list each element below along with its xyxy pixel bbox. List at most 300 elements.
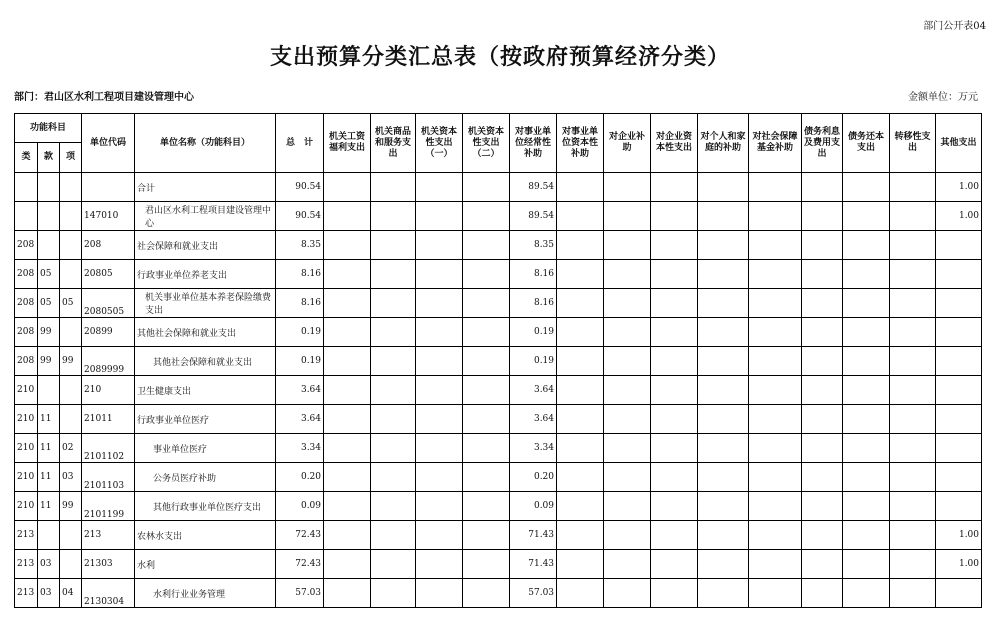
cell-unit-name: 机关事业单位基本养老保险缴费支出 xyxy=(135,289,276,318)
cell-unit-name: 合计 xyxy=(135,173,276,202)
cell-amount: 8.35 xyxy=(510,231,557,260)
cell-unit-code: 21011 xyxy=(82,405,135,434)
cell-amount xyxy=(698,405,749,434)
cell-amount xyxy=(416,260,463,289)
cell-total: 3.64 xyxy=(276,376,324,405)
cell-amount: 0.09 xyxy=(510,492,557,521)
cell-amount xyxy=(324,202,371,231)
cell-unit-code: 208 xyxy=(82,231,135,260)
cell-amount xyxy=(557,434,604,463)
cell-amount xyxy=(936,231,982,260)
cell-amount xyxy=(463,202,510,231)
cell-amount xyxy=(843,463,890,492)
cell-amount xyxy=(802,550,843,579)
header-unit-code: 单位代码 xyxy=(82,114,135,173)
cell-unit-name: 水利 xyxy=(135,550,276,579)
table-row xyxy=(15,521,982,550)
cell-amount xyxy=(890,405,936,434)
cell-amount xyxy=(936,347,982,376)
cell-amount xyxy=(604,550,651,579)
cell-amount xyxy=(749,521,802,550)
cell-amount xyxy=(416,463,463,492)
cell-amount xyxy=(557,550,604,579)
cell-amount xyxy=(557,347,604,376)
budget-table xyxy=(14,113,982,608)
cell-amount xyxy=(890,347,936,376)
cell-kuan: 05 xyxy=(38,289,60,318)
header-col: 对个人和家庭的补助 xyxy=(698,114,749,173)
cell-amount xyxy=(604,202,651,231)
cell-amount xyxy=(604,434,651,463)
cell-amount xyxy=(416,173,463,202)
cell-lei xyxy=(15,173,38,202)
cell-amount xyxy=(557,318,604,347)
cell-lei: 213 xyxy=(15,579,38,608)
cell-lei: 208 xyxy=(15,318,38,347)
cell-amount xyxy=(802,231,843,260)
cell-amount xyxy=(463,405,510,434)
cell-unit-name: 行政事业单位养老支出 xyxy=(135,260,276,289)
cell-amount xyxy=(463,550,510,579)
cell-amount xyxy=(416,521,463,550)
cell-amount xyxy=(802,579,843,608)
cell-amount xyxy=(651,521,698,550)
cell-amount xyxy=(604,260,651,289)
cell-amount xyxy=(698,463,749,492)
cell-amount xyxy=(890,579,936,608)
header-func-group: 功能科目 xyxy=(15,114,82,143)
cell-amount xyxy=(890,260,936,289)
cell-lei: 208 xyxy=(15,260,38,289)
cell-amount xyxy=(802,260,843,289)
cell-amount xyxy=(651,376,698,405)
cell-kuan: 03 xyxy=(38,550,60,579)
cell-total: 8.35 xyxy=(276,231,324,260)
cell-amount xyxy=(371,318,416,347)
cell-amount xyxy=(749,318,802,347)
cell-unit-name: 卫生健康支出 xyxy=(135,376,276,405)
page-title: 支出预算分类汇总表（按政府预算经济分类） xyxy=(269,45,730,70)
cell-amount xyxy=(843,405,890,434)
cell-unit-name: 水利行业业务管理 xyxy=(135,579,276,608)
cell-amount xyxy=(651,202,698,231)
cell-lei: 208 xyxy=(15,231,38,260)
cell-kuan: 03 xyxy=(38,579,60,608)
header-xiang: 项 xyxy=(60,143,82,173)
cell-amount xyxy=(557,405,604,434)
table-row xyxy=(15,492,982,521)
cell-amount xyxy=(557,521,604,550)
cell-amount xyxy=(698,579,749,608)
cell-amount xyxy=(843,318,890,347)
cell-amount xyxy=(324,521,371,550)
cell-xiang xyxy=(60,202,82,231)
table-row xyxy=(15,376,982,405)
table-row xyxy=(15,173,982,202)
cell-amount xyxy=(557,202,604,231)
cell-amount xyxy=(749,376,802,405)
cell-amount: 1.00 xyxy=(936,202,982,231)
cell-amount xyxy=(749,492,802,521)
cell-amount xyxy=(698,173,749,202)
cell-amount xyxy=(651,260,698,289)
cell-amount xyxy=(557,463,604,492)
cell-amount xyxy=(843,579,890,608)
cell-amount xyxy=(843,550,890,579)
table-row xyxy=(15,434,982,463)
cell-amount xyxy=(802,463,843,492)
header-col: 债务还本支出 xyxy=(843,114,890,173)
cell-amount xyxy=(698,347,749,376)
cell-amount xyxy=(890,231,936,260)
table-row xyxy=(15,347,982,376)
cell-unit-name: 事业单位医疗 xyxy=(135,434,276,463)
cell-unit-code: 2101103 xyxy=(82,463,135,492)
cell-amount xyxy=(802,347,843,376)
cell-amount xyxy=(936,376,982,405)
cell-amount xyxy=(749,260,802,289)
cell-total: 3.34 xyxy=(276,434,324,463)
cell-unit-code xyxy=(82,173,135,202)
cell-amount: 1.00 xyxy=(936,550,982,579)
cell-unit-code: 20805 xyxy=(82,260,135,289)
cell-kuan xyxy=(38,202,60,231)
cell-amount xyxy=(651,550,698,579)
cell-amount xyxy=(371,173,416,202)
cell-amount xyxy=(890,202,936,231)
cell-amount xyxy=(324,318,371,347)
cell-lei: 208 xyxy=(15,347,38,376)
cell-amount xyxy=(371,579,416,608)
cell-kuan xyxy=(38,231,60,260)
cell-amount xyxy=(698,492,749,521)
cell-kuan: 99 xyxy=(38,347,60,376)
cell-amount xyxy=(604,463,651,492)
cell-amount xyxy=(749,579,802,608)
cell-amount xyxy=(936,405,982,434)
cell-amount xyxy=(651,173,698,202)
cell-amount xyxy=(463,289,510,318)
cell-amount xyxy=(463,463,510,492)
cell-xiang: 99 xyxy=(60,347,82,376)
cell-amount xyxy=(324,231,371,260)
cell-kuan xyxy=(38,376,60,405)
header-col: 对事业单位经常性补助 xyxy=(510,114,557,173)
header-col: 机关工资福利支出 xyxy=(324,114,371,173)
cell-amount xyxy=(890,521,936,550)
cell-lei: 210 xyxy=(15,376,38,405)
cell-amount xyxy=(698,202,749,231)
cell-amount xyxy=(604,376,651,405)
cell-amount xyxy=(698,260,749,289)
cell-amount: 8.16 xyxy=(510,260,557,289)
cell-amount xyxy=(604,318,651,347)
cell-xiang xyxy=(60,260,82,289)
cell-amount xyxy=(463,521,510,550)
header-unit-name: 单位名称（功能科目） xyxy=(135,114,276,173)
cell-amount xyxy=(843,231,890,260)
cell-lei: 208 xyxy=(15,289,38,318)
cell-amount xyxy=(371,463,416,492)
cell-xiang xyxy=(60,521,82,550)
cell-amount xyxy=(416,202,463,231)
cell-total: 0.19 xyxy=(276,347,324,376)
department-label: 部门：君山区水利工程项目建设管理中心 xyxy=(14,92,194,103)
cell-amount: 57.03 xyxy=(510,579,557,608)
cell-amount: 3.34 xyxy=(510,434,557,463)
cell-amount xyxy=(698,289,749,318)
cell-amount xyxy=(416,318,463,347)
cell-amount xyxy=(843,521,890,550)
cell-amount xyxy=(890,463,936,492)
cell-amount xyxy=(749,434,802,463)
cell-amount xyxy=(604,521,651,550)
cell-xiang xyxy=(60,318,82,347)
cell-amount xyxy=(651,492,698,521)
cell-amount xyxy=(324,376,371,405)
cell-amount xyxy=(324,173,371,202)
cell-amount xyxy=(324,405,371,434)
cell-amount xyxy=(651,231,698,260)
cell-amount xyxy=(557,579,604,608)
cell-amount xyxy=(651,579,698,608)
cell-amount xyxy=(371,376,416,405)
cell-total: 72.43 xyxy=(276,550,324,579)
cell-total: 0.09 xyxy=(276,492,324,521)
header-col: 机关资本性支出（二） xyxy=(463,114,510,173)
cell-amount xyxy=(371,492,416,521)
table-row xyxy=(15,231,982,260)
header-col: 对社会保障基金补助 xyxy=(749,114,802,173)
cell-xiang: 03 xyxy=(60,463,82,492)
cell-amount xyxy=(843,173,890,202)
cell-amount xyxy=(890,550,936,579)
cell-amount xyxy=(371,550,416,579)
cell-total: 0.19 xyxy=(276,318,324,347)
cell-unit-code: 2089999 xyxy=(82,347,135,376)
cell-amount xyxy=(324,289,371,318)
cell-amount: 89.54 xyxy=(510,202,557,231)
cell-amount xyxy=(843,434,890,463)
cell-amount xyxy=(749,202,802,231)
cell-amount xyxy=(749,289,802,318)
cell-kuan: 05 xyxy=(38,260,60,289)
cell-amount xyxy=(749,463,802,492)
cell-amount xyxy=(557,173,604,202)
cell-lei: 213 xyxy=(15,550,38,579)
cell-amount xyxy=(890,318,936,347)
cell-total: 8.16 xyxy=(276,260,324,289)
header-col: 转移性支出 xyxy=(890,114,936,173)
cell-total: 3.64 xyxy=(276,405,324,434)
cell-amount xyxy=(936,289,982,318)
cell-amount xyxy=(416,405,463,434)
cell-amount xyxy=(371,202,416,231)
cell-amount xyxy=(890,434,936,463)
cell-amount xyxy=(371,405,416,434)
cell-unit-name: 其他社会保障和就业支出 xyxy=(135,318,276,347)
cell-amount xyxy=(651,347,698,376)
cell-amount: 71.43 xyxy=(510,550,557,579)
cell-amount xyxy=(843,289,890,318)
cell-lei: 213 xyxy=(15,521,38,550)
cell-kuan: 11 xyxy=(38,492,60,521)
cell-amount xyxy=(416,492,463,521)
cell-xiang xyxy=(60,376,82,405)
cell-amount xyxy=(698,521,749,550)
cell-amount xyxy=(324,492,371,521)
table-row xyxy=(15,579,982,608)
table-row xyxy=(15,550,982,579)
cell-amount xyxy=(557,376,604,405)
cell-unit-name: 君山区水利工程项目建设管理中心 xyxy=(135,202,276,231)
cell-xiang: 02 xyxy=(60,434,82,463)
cell-amount xyxy=(371,289,416,318)
cell-amount xyxy=(890,173,936,202)
cell-amount xyxy=(749,173,802,202)
cell-amount xyxy=(936,463,982,492)
header-col: 债务利息及费用支出 xyxy=(802,114,843,173)
cell-xiang xyxy=(60,231,82,260)
cell-amount xyxy=(604,173,651,202)
cell-amount xyxy=(324,347,371,376)
cell-amount xyxy=(698,376,749,405)
cell-unit-code: 2101102 xyxy=(82,434,135,463)
cell-lei: 210 xyxy=(15,492,38,521)
cell-amount xyxy=(651,405,698,434)
cell-xiang xyxy=(60,550,82,579)
cell-amount xyxy=(463,579,510,608)
header-col: 机关商品和服务支出 xyxy=(371,114,416,173)
cell-amount xyxy=(416,231,463,260)
cell-kuan: 99 xyxy=(38,318,60,347)
cell-amount xyxy=(651,289,698,318)
cell-xiang: 05 xyxy=(60,289,82,318)
table-row xyxy=(15,463,982,492)
cell-amount xyxy=(802,318,843,347)
cell-amount xyxy=(843,202,890,231)
cell-xiang: 99 xyxy=(60,492,82,521)
cell-amount xyxy=(651,318,698,347)
cell-amount xyxy=(371,347,416,376)
cell-lei xyxy=(15,202,38,231)
cell-amount xyxy=(416,550,463,579)
cell-amount xyxy=(890,492,936,521)
cell-amount: 89.54 xyxy=(510,173,557,202)
cell-unit-code: 21303 xyxy=(82,550,135,579)
cell-amount xyxy=(324,260,371,289)
table-row xyxy=(15,318,982,347)
cell-amount xyxy=(371,434,416,463)
table-row xyxy=(15,260,982,289)
cell-amount xyxy=(371,260,416,289)
table-row xyxy=(15,202,982,231)
cell-unit-name: 农林水支出 xyxy=(135,521,276,550)
cell-xiang xyxy=(60,405,82,434)
cell-amount xyxy=(604,289,651,318)
cell-amount xyxy=(843,492,890,521)
cell-amount xyxy=(463,434,510,463)
cell-unit-name: 社会保障和就业支出 xyxy=(135,231,276,260)
cell-amount xyxy=(698,550,749,579)
table-number-label: 部门公开表04 xyxy=(923,21,986,32)
cell-amount xyxy=(890,289,936,318)
cell-amount xyxy=(416,579,463,608)
cell-total: 8.16 xyxy=(276,289,324,318)
cell-amount xyxy=(324,434,371,463)
cell-unit-name: 其他行政事业单位医疗支出 xyxy=(135,492,276,521)
cell-amount xyxy=(371,521,416,550)
cell-amount xyxy=(604,231,651,260)
cell-amount xyxy=(802,492,843,521)
cell-amount xyxy=(324,550,371,579)
cell-amount xyxy=(416,347,463,376)
cell-amount xyxy=(802,289,843,318)
cell-kuan: 11 xyxy=(38,434,60,463)
cell-amount xyxy=(463,231,510,260)
cell-unit-name: 公务员医疗补助 xyxy=(135,463,276,492)
cell-unit-code: 2130304 xyxy=(82,579,135,608)
cell-amount xyxy=(416,376,463,405)
cell-amount: 0.19 xyxy=(510,318,557,347)
cell-amount: 71.43 xyxy=(510,521,557,550)
cell-amount xyxy=(936,492,982,521)
cell-amount xyxy=(371,231,416,260)
cell-amount xyxy=(843,260,890,289)
cell-amount xyxy=(324,463,371,492)
cell-unit-code: 213 xyxy=(82,521,135,550)
cell-amount xyxy=(843,376,890,405)
cell-amount xyxy=(463,492,510,521)
cell-amount xyxy=(698,318,749,347)
cell-total: 90.54 xyxy=(276,202,324,231)
cell-amount xyxy=(604,492,651,521)
cell-amount xyxy=(802,173,843,202)
cell-amount: 1.00 xyxy=(936,173,982,202)
cell-kuan: 11 xyxy=(38,463,60,492)
cell-unit-name: 行政事业单位医疗 xyxy=(135,405,276,434)
header-col: 对事业单位资本性补助 xyxy=(557,114,604,173)
cell-amount xyxy=(463,260,510,289)
cell-amount xyxy=(557,260,604,289)
cell-amount xyxy=(557,492,604,521)
cell-amount: 0.20 xyxy=(510,463,557,492)
cell-amount xyxy=(463,347,510,376)
cell-amount: 3.64 xyxy=(510,405,557,434)
cell-amount xyxy=(936,579,982,608)
cell-amount xyxy=(324,579,371,608)
cell-amount xyxy=(463,173,510,202)
cell-amount: 1.00 xyxy=(936,521,982,550)
cell-amount: 3.64 xyxy=(510,376,557,405)
cell-lei: 210 xyxy=(15,405,38,434)
cell-amount xyxy=(802,405,843,434)
cell-amount xyxy=(802,376,843,405)
cell-unit-code: 20899 xyxy=(82,318,135,347)
table-row xyxy=(15,289,982,318)
cell-amount xyxy=(749,347,802,376)
cell-unit-name: 其他社会保障和就业支出 xyxy=(135,347,276,376)
cell-kuan xyxy=(38,173,60,202)
cell-amount xyxy=(698,434,749,463)
cell-amount xyxy=(936,260,982,289)
cell-amount xyxy=(651,463,698,492)
header-lei: 类 xyxy=(15,143,38,173)
cell-amount xyxy=(749,405,802,434)
cell-amount xyxy=(890,376,936,405)
cell-total: 90.54 xyxy=(276,173,324,202)
cell-amount: 8.16 xyxy=(510,289,557,318)
